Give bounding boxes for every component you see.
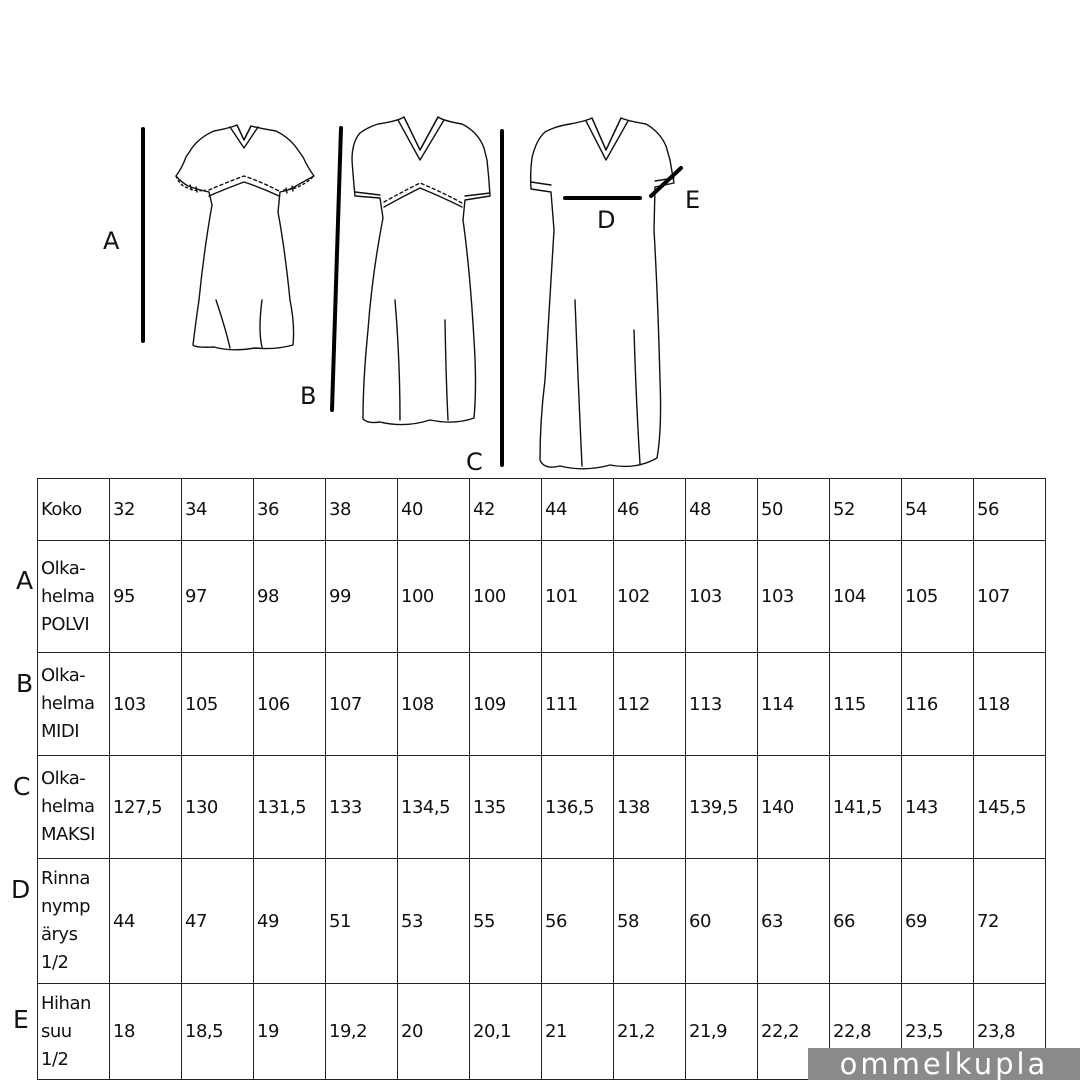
- size-header-cell: 34: [182, 479, 254, 541]
- measurement-label-line: 1/2: [41, 952, 69, 973]
- measurement-label-cell: [38, 984, 110, 1080]
- measurement-value-cell: 21: [542, 984, 614, 1080]
- measurement-value-cell: 100: [470, 541, 542, 653]
- measurement-label-line: Rinna: [41, 868, 90, 889]
- measure-label-d: D: [597, 206, 616, 234]
- size-header-cell: 48: [686, 479, 758, 541]
- measurement-value-cell: 103: [758, 541, 830, 653]
- size-header-cell: 46: [614, 479, 686, 541]
- measurement-value-cell: 51: [326, 859, 398, 984]
- measurement-value-cell: 95: [110, 541, 182, 653]
- measurement-value-cell: 133: [326, 756, 398, 859]
- measure-label-a: A: [103, 227, 120, 255]
- measurement-label-line: ärys: [41, 924, 78, 945]
- measurement-value-cell: 19: [254, 984, 326, 1080]
- measurement-value-cell: 98: [254, 541, 326, 653]
- size-header-cell: 40: [398, 479, 470, 541]
- size-header-cell: 50: [758, 479, 830, 541]
- measurement-value-cell: 60: [686, 859, 758, 984]
- measurement-value-cell: 20,1: [470, 984, 542, 1080]
- measure-line-b: [332, 128, 341, 410]
- measurement-value-cell: 139,5: [686, 756, 758, 859]
- size-header-cell: 36: [254, 479, 326, 541]
- row-letter-a: A: [16, 566, 34, 595]
- brand-watermark: ommelkupla: [808, 1048, 1080, 1080]
- measurement-label-line: Olka-: [41, 768, 86, 789]
- measurement-value-cell: 72: [974, 859, 1046, 984]
- measurement-value-cell: 108: [398, 653, 470, 756]
- measurement-value-cell: 63: [758, 859, 830, 984]
- size-header-cell: 42: [470, 479, 542, 541]
- table-row: [38, 653, 1046, 756]
- measurement-value-cell: 115: [830, 653, 902, 756]
- measurement-value-cell: 127,5: [110, 756, 182, 859]
- measurement-value-cell: 49: [254, 859, 326, 984]
- measurement-value-cell: 141,5: [830, 756, 902, 859]
- measurement-value-cell: 111: [542, 653, 614, 756]
- measurement-value-cell: 143: [902, 756, 974, 859]
- table-row: [38, 756, 1046, 859]
- measurement-value-cell: 103: [110, 653, 182, 756]
- measurement-value-cell: 18,5: [182, 984, 254, 1080]
- measurement-label-line: helma: [41, 796, 95, 817]
- measurement-value-cell: 19,2: [326, 984, 398, 1080]
- measurement-value-cell: 44: [110, 859, 182, 984]
- dress-maxi-drawing: [531, 118, 674, 469]
- measurement-value-cell: 113: [686, 653, 758, 756]
- measurement-value-cell: 21,9: [686, 984, 758, 1080]
- measurement-value-cell: 21,2: [614, 984, 686, 1080]
- measurement-value-cell: 20: [398, 984, 470, 1080]
- measurement-value-cell: 18: [110, 984, 182, 1080]
- measure-label-b: B: [300, 382, 317, 410]
- size-header-cell: 52: [830, 479, 902, 541]
- dress-illustrations: [0, 0, 1080, 475]
- measurement-value-cell: 66: [830, 859, 902, 984]
- row-letter-b: B: [16, 669, 34, 698]
- measurement-value-cell: 97: [182, 541, 254, 653]
- size-header-label: Koko: [38, 479, 110, 541]
- measurement-label-line: MIDI: [41, 721, 80, 742]
- measurement-value-cell: 107: [326, 653, 398, 756]
- measure-label-c: C: [466, 448, 483, 476]
- table-row: [38, 859, 1046, 984]
- measure-line-e: [651, 168, 681, 196]
- measurement-value-cell: 101: [542, 541, 614, 653]
- measurement-value-cell: 135: [470, 756, 542, 859]
- measure-label-e: E: [685, 186, 701, 214]
- measurement-value-cell: 58: [614, 859, 686, 984]
- measurement-label-cell: [38, 756, 110, 859]
- measurement-value-cell: 109: [470, 653, 542, 756]
- size-header-cell: 56: [974, 479, 1046, 541]
- measurement-value-cell: 104: [830, 541, 902, 653]
- measurement-value-cell: 116: [902, 653, 974, 756]
- measurement-value-cell: 131,5: [254, 756, 326, 859]
- measurement-value-cell: 105: [902, 541, 974, 653]
- measurement-label-cell: [38, 653, 110, 756]
- measurement-value-cell: 112: [614, 653, 686, 756]
- dress-midi-drawing: [352, 117, 490, 425]
- size-header-cell: 32: [110, 479, 182, 541]
- measurement-value-cell: 22,8: [830, 984, 902, 1080]
- measurement-value-cell: 130: [182, 756, 254, 859]
- row-letter-d: D: [11, 875, 31, 904]
- measurement-label-line: helma: [41, 585, 95, 607]
- measurement-value-cell: 55: [470, 859, 542, 984]
- size-header-cell: 54: [902, 479, 974, 541]
- measurement-value-cell: 136,5: [542, 756, 614, 859]
- row-letter-c: C: [13, 772, 31, 801]
- measurement-value-cell: 56: [542, 859, 614, 984]
- measurement-label-cell: [38, 859, 110, 984]
- measurement-label-line: nymp: [41, 896, 91, 917]
- measurement-value-cell: 102: [614, 541, 686, 653]
- measurement-label-cell: [38, 541, 110, 653]
- measurement-label-line: Olka-: [41, 665, 86, 686]
- dress-knee-drawing: [176, 125, 314, 350]
- measurement-value-cell: 47: [182, 859, 254, 984]
- row-letter-e: E: [13, 1005, 29, 1034]
- measurement-value-cell: 69: [902, 859, 974, 984]
- measurement-value-cell: 22,2: [758, 984, 830, 1080]
- size-header-row: [38, 479, 1046, 541]
- measurement-value-cell: 103: [686, 541, 758, 653]
- measurement-label-line: MAKSI: [41, 824, 95, 845]
- measurement-label-line: helma: [41, 693, 95, 714]
- table-row: [38, 541, 1046, 653]
- measurement-label-line: POLVI: [41, 613, 90, 635]
- measurement-label-line: Hihan: [41, 992, 91, 1014]
- measurement-value-cell: 118: [974, 653, 1046, 756]
- measurement-value-cell: 106: [254, 653, 326, 756]
- measurement-value-cell: 23,8: [974, 984, 1046, 1080]
- measurement-label-line: suu: [41, 1020, 72, 1042]
- measurement-value-cell: 100: [398, 541, 470, 653]
- measurement-value-cell: 145,5: [974, 756, 1046, 859]
- size-chart-table: [37, 478, 1046, 1080]
- measurement-value-cell: 140: [758, 756, 830, 859]
- measurement-label-line: Olka-: [41, 557, 86, 579]
- measurement-value-cell: 23,5: [902, 984, 974, 1080]
- measurement-value-cell: 99: [326, 541, 398, 653]
- size-header-cell: 44: [542, 479, 614, 541]
- size-chart-body: [38, 479, 1046, 1080]
- measurement-value-cell: 107: [974, 541, 1046, 653]
- measurement-value-cell: 134,5: [398, 756, 470, 859]
- measurement-value-cell: 105: [182, 653, 254, 756]
- measurement-value-cell: 53: [398, 859, 470, 984]
- size-header-cell: 38: [326, 479, 398, 541]
- measurement-value-cell: 138: [614, 756, 686, 859]
- measurement-value-cell: 114: [758, 653, 830, 756]
- measurement-label-line: 1/2: [41, 1048, 69, 1070]
